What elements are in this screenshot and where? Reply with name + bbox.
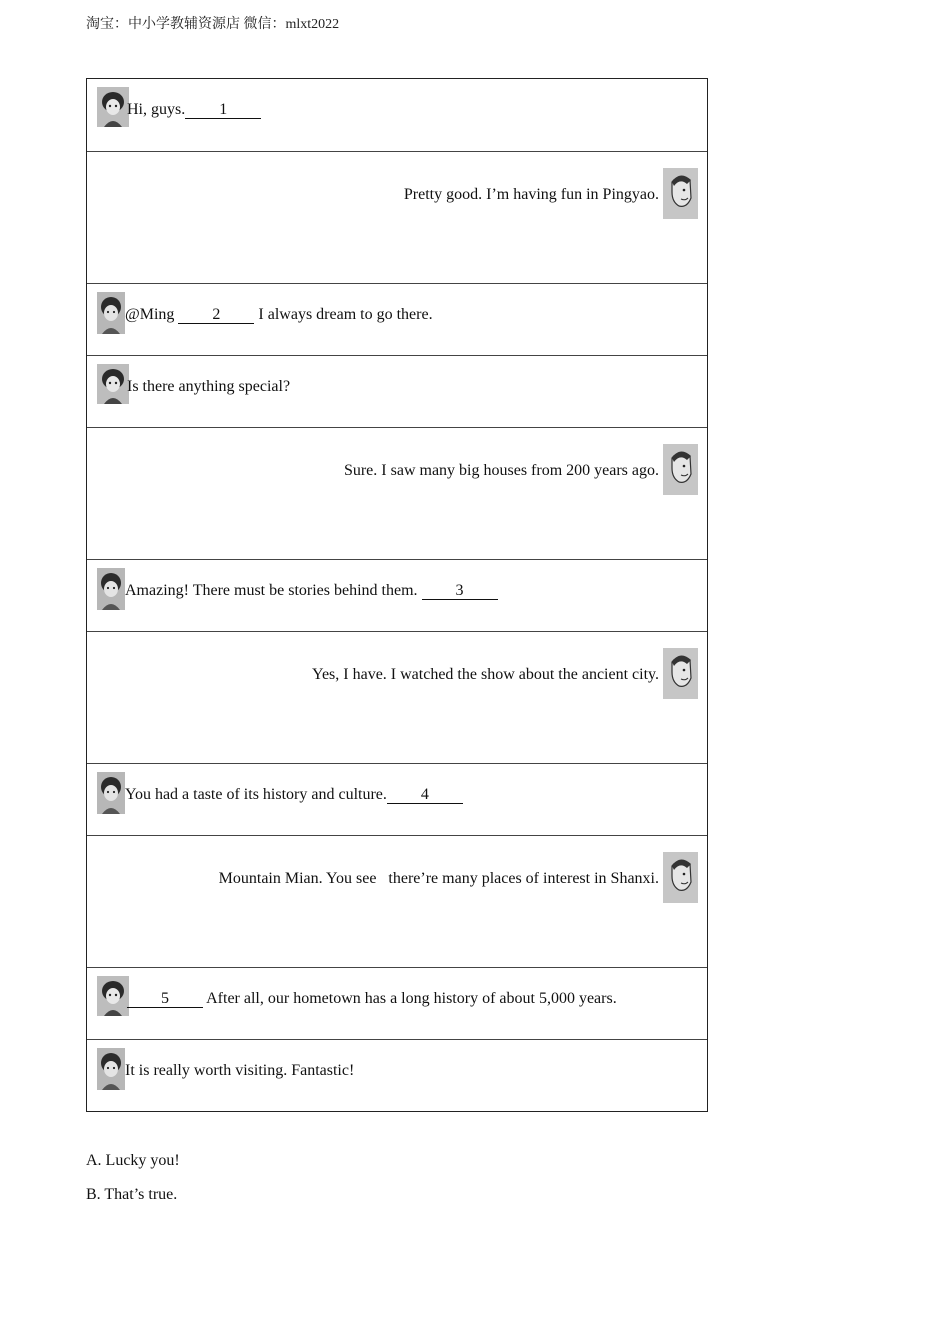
option-b: B. That’s true. <box>86 1186 178 1203</box>
chat-message: Mountain Mian. You see there’re many places of interest in Shanxi. <box>218 870 659 887</box>
chat-message: It is really worth visiting. Fantastic! <box>125 1062 355 1079</box>
chat-row-10 <box>87 967 707 1039</box>
chat-message: Is there anything special? <box>127 378 291 395</box>
answer-options <box>86 1152 180 1220</box>
blank-1: 1 <box>185 102 261 119</box>
man-avatar-icon <box>663 168 698 219</box>
blank-4: 4 <box>387 787 463 804</box>
chat-message: Hi, guys. 1 <box>127 101 261 119</box>
man-avatar-icon <box>663 444 698 495</box>
chat-message: Yes, I have. I watched the show about the ancient city. <box>311 666 659 683</box>
chat-row-5 <box>87 427 707 559</box>
chat-table <box>86 78 708 1112</box>
chat-message: Pretty good. I’m having fun in Pingyao. <box>403 186 659 203</box>
chat-message: You had a taste of its history and culture. 4 <box>125 786 463 804</box>
girl-avatar-icon <box>97 364 129 404</box>
blank-2: 2 <box>178 307 254 324</box>
boy-avatar-icon <box>97 292 125 334</box>
chat-message: Amazing! There must be stories behind them. 3 <box>125 582 498 600</box>
chat-row-2 <box>87 151 707 283</box>
chat-row-9 <box>87 835 707 967</box>
man-avatar-icon <box>663 648 698 699</box>
chat-row-6 <box>87 559 707 631</box>
man-avatar-icon <box>663 852 698 903</box>
blank-5: 5 <box>127 991 203 1008</box>
girl-avatar-icon <box>97 976 129 1016</box>
chat-message: @Ming 2 I always dream to go there. <box>125 306 433 323</box>
boy-avatar-icon <box>97 568 125 610</box>
option-a: A. Lucky you! <box>86 1152 180 1169</box>
chat-message: 5 After all, our hometown has a long history of about 5,000 years. <box>127 990 617 1008</box>
page-header: 淘宝：中小学教辅资源店 微信：mlxt2022 <box>86 17 340 32</box>
chat-row-3 <box>87 283 707 355</box>
chat-row-7 <box>87 631 707 763</box>
boy-avatar-icon <box>97 772 125 814</box>
chat-row-1 <box>87 79 707 151</box>
chat-row-11 <box>87 1039 707 1111</box>
girl-avatar-icon <box>97 87 129 127</box>
chat-message: Sure. I saw many big houses from 200 years ago. <box>343 462 659 479</box>
chat-row-4 <box>87 355 707 427</box>
chat-row-8 <box>87 763 707 835</box>
blank-3: 3 <box>422 583 498 600</box>
boy-avatar-icon <box>97 1048 125 1090</box>
